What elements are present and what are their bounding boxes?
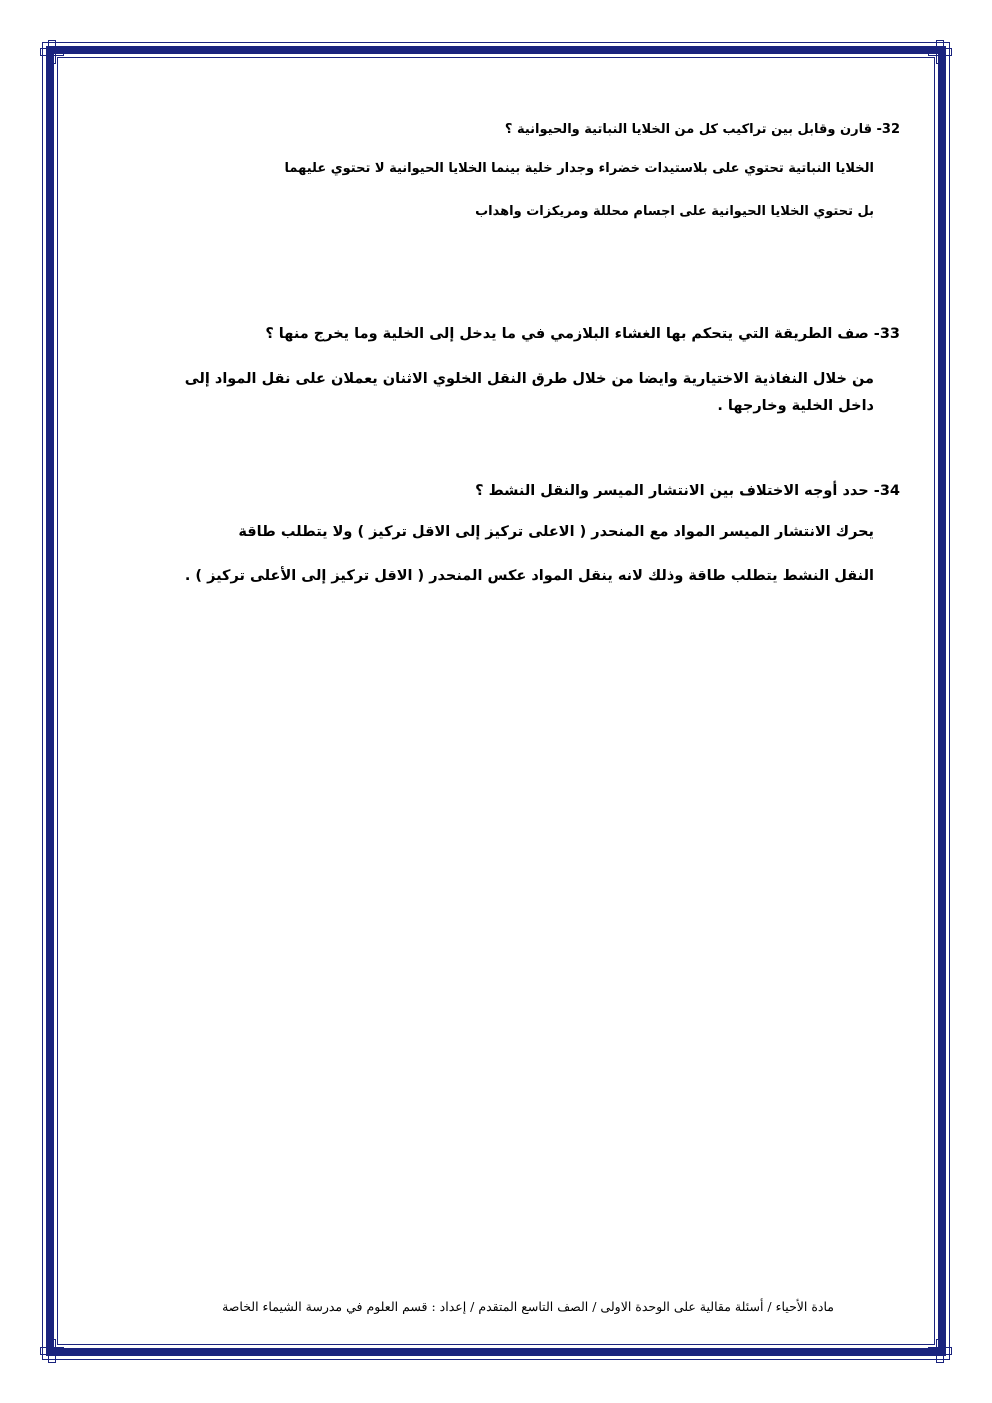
question-33 — [265, 326, 900, 342]
answer-32-line-2: بل تحتوي الخلايا الحيوانية على اجسام محللة ومريكزات واهداب — [475, 204, 874, 219]
corner-ornament-icon — [928, 40, 952, 64]
question-text: قارن وقابل بين تراكيب كل من الخلايا النباتية والحيوانية ؟ — [504, 122, 872, 137]
corner-ornament-icon — [928, 1339, 952, 1363]
question-number: 34- — [873, 483, 900, 499]
question-34 — [475, 483, 900, 499]
answer-33: من خلال النفاذية الاختيارية وايضا من خلال طرق النقل الخلوي الاثنان يعملان على نقل المواد إلى داخل الخلية وخارجها . — [184, 371, 874, 414]
answer-34-line-2: النقل النشط يتطلب طاقة وذلك لانه ينقل المواد عكس المنحدر ( الاقل تركيز إلى الأعلى تركيز ) . — [184, 568, 874, 584]
answer-34-line-1: يحرك الانتشار الميسر المواد مع المنحدر ( الاعلى تركيز إلى الاقل تركيز ) ولا يتطلب طاقة — [238, 524, 874, 540]
page-footer: مادة الأحياء / أسئلة مقالية على الوحدة الاولى / الصف التاسع المتقدم / إعداد : قسم العلوم في مدرسة الشيماء الخاصة — [222, 1299, 834, 1314]
question-text: حدد أوجه الاختلاف بين الانتشار الميسر والنقل النشط ؟ — [475, 483, 869, 499]
answer-32-line-1: الخلايا النباتية تحتوي على بلاستيدات خضراء وجدار خلية بينما الخلايا الحيوانية لا تحتوي عليهما — [284, 161, 874, 176]
question-number: 33- — [873, 326, 900, 342]
corner-ornament-icon — [40, 1339, 64, 1363]
page-border-inner — [57, 57, 935, 1345]
question-number: 32- — [876, 122, 900, 137]
corner-ornament-icon — [40, 40, 64, 64]
question-32 — [505, 122, 900, 137]
question-text: صف الطريقة التي يتحكم بها الغشاء البلازمي في ما يدخل إلى الخلية وما يخرج منها ؟ — [265, 326, 869, 342]
